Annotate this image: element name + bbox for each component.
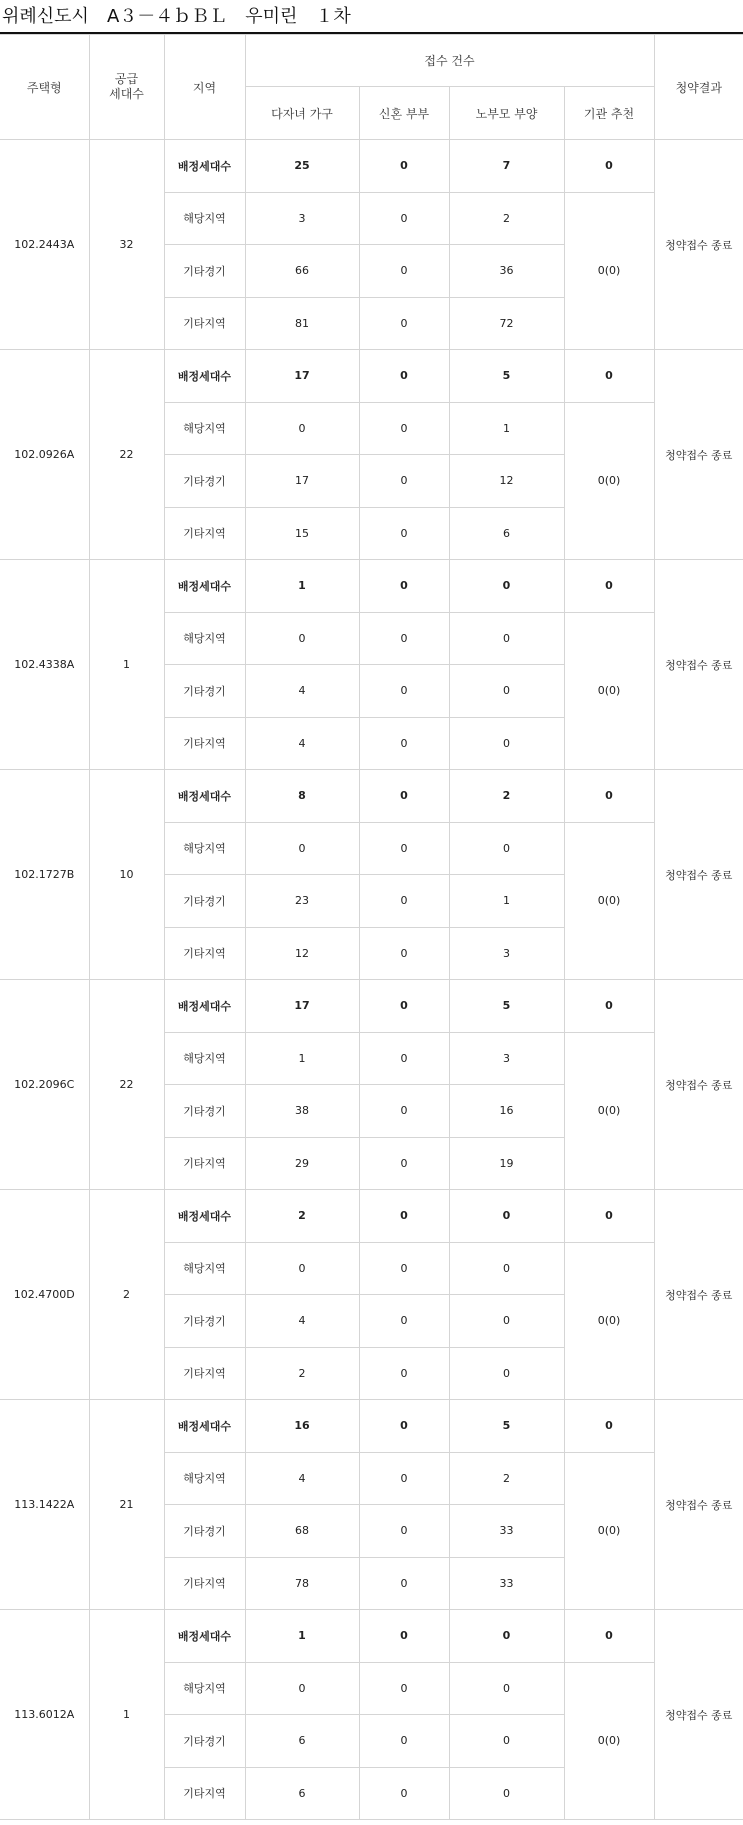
multi-child-cell: 2 <box>245 1347 359 1400</box>
elderly-parent-cell: 2 <box>449 1452 564 1505</box>
newlywed-cell: 0 <box>359 402 449 455</box>
table-row <box>0 560 743 613</box>
header-result: 청약결과 <box>654 35 743 140</box>
newlywed-cell: 0 <box>359 980 449 1033</box>
elderly-parent-cell: 0 <box>449 1610 564 1663</box>
multi-child-cell: 0 <box>245 822 359 875</box>
newlywed-cell: 0 <box>359 140 449 193</box>
elderly-parent-cell: 3 <box>449 927 564 980</box>
region-label-cell: 기타지역 <box>164 927 245 980</box>
newlywed-cell: 0 <box>359 455 449 508</box>
table-header <box>0 35 743 140</box>
newlywed-cell: 0 <box>359 1715 449 1768</box>
table-row <box>0 1400 743 1453</box>
elderly-parent-cell: 6 <box>449 507 564 560</box>
header-supply-line1: 공급 <box>114 72 139 86</box>
multi-child-cell: 68 <box>245 1505 359 1558</box>
institution-alloc-cell: 0 <box>564 140 654 193</box>
newlywed-cell: 0 <box>359 1452 449 1505</box>
newlywed-cell: 0 <box>359 350 449 403</box>
newlywed-cell: 0 <box>359 1662 449 1715</box>
region-label-cell: 기타경기 <box>164 245 245 298</box>
region-label-cell: 해당지역 <box>164 1242 245 1295</box>
multi-child-cell: 2 <box>245 1190 359 1243</box>
elderly-parent-cell: 0 <box>449 1767 564 1820</box>
elderly-parent-cell: 36 <box>449 245 564 298</box>
newlywed-cell: 0 <box>359 665 449 718</box>
result-cell: 청약접수 종료 <box>654 1610 743 1820</box>
institution-alloc-cell: 0 <box>564 980 654 1033</box>
region-label-cell: 해당지역 <box>164 192 245 245</box>
elderly-parent-cell: 0 <box>449 1347 564 1400</box>
region-label-cell: 배정세대수 <box>164 1610 245 1663</box>
supply-units-cell: 1 <box>89 560 164 770</box>
result-cell: 청약접수 종료 <box>654 560 743 770</box>
multi-child-cell: 0 <box>245 402 359 455</box>
result-cell: 청약접수 종료 <box>654 770 743 980</box>
multi-child-cell: 78 <box>245 1557 359 1610</box>
region-label-cell: 해당지역 <box>164 1662 245 1715</box>
multi-child-cell: 23 <box>245 875 359 928</box>
elderly-parent-cell: 0 <box>449 1715 564 1768</box>
institution-alloc-cell: 0 <box>564 1610 654 1663</box>
institution-received-cell: 0(0) <box>564 192 654 350</box>
region-label-cell: 배정세대수 <box>164 560 245 613</box>
table-row <box>0 1610 743 1663</box>
multi-child-cell: 29 <box>245 1137 359 1190</box>
multi-child-cell: 0 <box>245 612 359 665</box>
newlywed-cell: 0 <box>359 770 449 823</box>
elderly-parent-cell: 72 <box>449 297 564 350</box>
elderly-parent-cell: 19 <box>449 1137 564 1190</box>
region-label-cell: 기타지역 <box>164 1767 245 1820</box>
institution-received-cell: 0(0) <box>564 1452 654 1610</box>
newlywed-cell: 0 <box>359 875 449 928</box>
elderly-parent-cell: 5 <box>449 1400 564 1453</box>
region-label-cell: 배정세대수 <box>164 1190 245 1243</box>
institution-received-cell: 0(0) <box>564 1032 654 1190</box>
newlywed-cell: 0 <box>359 1085 449 1138</box>
elderly-parent-cell: 12 <box>449 455 564 508</box>
result-cell: 청약접수 종료 <box>654 1190 743 1400</box>
institution-alloc-cell: 0 <box>564 770 654 823</box>
housing-type-cell: 113.6012A <box>0 1610 89 1820</box>
elderly-parent-cell: 0 <box>449 1295 564 1348</box>
subscription-table <box>0 34 743 1820</box>
supply-units-cell: 22 <box>89 980 164 1190</box>
elderly-parent-cell: 0 <box>449 665 564 718</box>
multi-child-cell: 12 <box>245 927 359 980</box>
newlywed-cell: 0 <box>359 192 449 245</box>
elderly-parent-cell: 0 <box>449 1190 564 1243</box>
institution-received-cell: 0(0) <box>564 402 654 560</box>
newlywed-cell: 0 <box>359 1032 449 1085</box>
supply-units-cell: 2 <box>89 1190 164 1400</box>
multi-child-cell: 1 <box>245 1610 359 1663</box>
elderly-parent-cell: 0 <box>449 560 564 613</box>
region-label-cell: 기타경기 <box>164 455 245 508</box>
newlywed-cell: 0 <box>359 507 449 560</box>
housing-type-cell: 102.2443A <box>0 140 89 350</box>
institution-alloc-cell: 0 <box>564 1190 654 1243</box>
region-label-cell: 기타지역 <box>164 1557 245 1610</box>
multi-child-cell: 4 <box>245 1452 359 1505</box>
elderly-parent-cell: 0 <box>449 1242 564 1295</box>
newlywed-cell: 0 <box>359 245 449 298</box>
page-title: 위례신도시 A３－４ｂＢＬ 우미린 １차 <box>0 0 743 34</box>
header-supply-line2: 세대수 <box>109 87 144 101</box>
newlywed-cell: 0 <box>359 927 449 980</box>
multi-child-cell: 3 <box>245 192 359 245</box>
institution-alloc-cell: 0 <box>564 560 654 613</box>
newlywed-cell: 0 <box>359 1347 449 1400</box>
institution-alloc-cell: 0 <box>564 1400 654 1453</box>
header-region: 지역 <box>164 35 245 140</box>
region-label-cell: 기타지역 <box>164 507 245 560</box>
elderly-parent-cell: 3 <box>449 1032 564 1085</box>
header-elderly-parent: 노부모 부양 <box>449 87 564 140</box>
region-label-cell: 기타경기 <box>164 1505 245 1558</box>
multi-child-cell: 38 <box>245 1085 359 1138</box>
newlywed-cell: 0 <box>359 1295 449 1348</box>
multi-child-cell: 15 <box>245 507 359 560</box>
newlywed-cell: 0 <box>359 1242 449 1295</box>
multi-child-cell: 4 <box>245 717 359 770</box>
multi-child-cell: 81 <box>245 297 359 350</box>
elderly-parent-cell: 2 <box>449 770 564 823</box>
header-institution: 기관 추천 <box>564 87 654 140</box>
region-label-cell: 배정세대수 <box>164 1400 245 1453</box>
region-label-cell: 기타경기 <box>164 1295 245 1348</box>
newlywed-cell: 0 <box>359 560 449 613</box>
newlywed-cell: 0 <box>359 1190 449 1243</box>
region-label-cell: 해당지역 <box>164 402 245 455</box>
housing-type-cell: 102.4338A <box>0 560 89 770</box>
multi-child-cell: 6 <box>245 1715 359 1768</box>
elderly-parent-cell: 0 <box>449 717 564 770</box>
result-cell: 청약접수 종료 <box>654 140 743 350</box>
region-label-cell: 기타경기 <box>164 1715 245 1768</box>
housing-type-cell: 102.4700D <box>0 1190 89 1400</box>
header-housing-type: 주택형 <box>0 35 89 140</box>
multi-child-cell: 17 <box>245 350 359 403</box>
newlywed-cell: 0 <box>359 612 449 665</box>
table-row <box>0 770 743 823</box>
multi-child-cell: 1 <box>245 560 359 613</box>
header-newlywed: 신혼 부부 <box>359 87 449 140</box>
newlywed-cell: 0 <box>359 717 449 770</box>
multi-child-cell: 0 <box>245 1242 359 1295</box>
table-body <box>0 140 743 1820</box>
elderly-parent-cell: 16 <box>449 1085 564 1138</box>
multi-child-cell: 66 <box>245 245 359 298</box>
region-label-cell: 해당지역 <box>164 612 245 665</box>
multi-child-cell: 8 <box>245 770 359 823</box>
region-label-cell: 기타경기 <box>164 875 245 928</box>
region-label-cell: 기타지역 <box>164 1347 245 1400</box>
newlywed-cell: 0 <box>359 1137 449 1190</box>
elderly-parent-cell: 5 <box>449 980 564 1033</box>
region-label-cell: 배정세대수 <box>164 350 245 403</box>
region-label-cell: 해당지역 <box>164 1032 245 1085</box>
elderly-parent-cell: 0 <box>449 1662 564 1715</box>
supply-units-cell: 10 <box>89 770 164 980</box>
table-row <box>0 980 743 1033</box>
institution-alloc-cell: 0 <box>564 350 654 403</box>
table-row <box>0 350 743 403</box>
elderly-parent-cell: 33 <box>449 1505 564 1558</box>
multi-child-cell: 1 <box>245 1032 359 1085</box>
region-label-cell: 배정세대수 <box>164 980 245 1033</box>
multi-child-cell: 16 <box>245 1400 359 1453</box>
institution-received-cell: 0(0) <box>564 1242 654 1400</box>
supply-units-cell: 21 <box>89 1400 164 1610</box>
region-label-cell: 기타경기 <box>164 1085 245 1138</box>
multi-child-cell: 25 <box>245 140 359 193</box>
newlywed-cell: 0 <box>359 1610 449 1663</box>
multi-child-cell: 17 <box>245 455 359 508</box>
newlywed-cell: 0 <box>359 1557 449 1610</box>
supply-units-cell: 32 <box>89 140 164 350</box>
newlywed-cell: 0 <box>359 1400 449 1453</box>
housing-type-cell: 113.1422A <box>0 1400 89 1610</box>
institution-received-cell: 0(0) <box>564 1662 654 1820</box>
housing-type-cell: 102.2096C <box>0 980 89 1190</box>
region-label-cell: 해당지역 <box>164 822 245 875</box>
region-label-cell: 배정세대수 <box>164 770 245 823</box>
multi-child-cell: 6 <box>245 1767 359 1820</box>
region-label-cell: 배정세대수 <box>164 140 245 193</box>
result-cell: 청약접수 종료 <box>654 980 743 1190</box>
result-cell: 청약접수 종료 <box>654 350 743 560</box>
housing-type-cell: 102.1727B <box>0 770 89 980</box>
region-label-cell: 기타지역 <box>164 1137 245 1190</box>
institution-received-cell: 0(0) <box>564 822 654 980</box>
elderly-parent-cell: 7 <box>449 140 564 193</box>
multi-child-cell: 17 <box>245 980 359 1033</box>
newlywed-cell: 0 <box>359 822 449 875</box>
supply-units-cell: 22 <box>89 350 164 560</box>
elderly-parent-cell: 1 <box>449 402 564 455</box>
elderly-parent-cell: 0 <box>449 612 564 665</box>
header-supply-units <box>89 35 164 140</box>
region-label-cell: 기타경기 <box>164 665 245 718</box>
elderly-parent-cell: 1 <box>449 875 564 928</box>
newlywed-cell: 0 <box>359 1767 449 1820</box>
table-row <box>0 1190 743 1243</box>
region-label-cell: 해당지역 <box>164 1452 245 1505</box>
institution-received-cell: 0(0) <box>564 612 654 770</box>
table-row <box>0 140 743 193</box>
multi-child-cell: 4 <box>245 1295 359 1348</box>
elderly-parent-cell: 2 <box>449 192 564 245</box>
elderly-parent-cell: 33 <box>449 1557 564 1610</box>
newlywed-cell: 0 <box>359 297 449 350</box>
newlywed-cell: 0 <box>359 1505 449 1558</box>
region-label-cell: 기타지역 <box>164 717 245 770</box>
elderly-parent-cell: 5 <box>449 350 564 403</box>
header-multi-child: 다자녀 가구 <box>245 87 359 140</box>
housing-type-cell: 102.0926A <box>0 350 89 560</box>
region-label-cell: 기타지역 <box>164 297 245 350</box>
multi-child-cell: 4 <box>245 665 359 718</box>
header-received-count: 접수 건수 <box>245 35 654 87</box>
supply-units-cell: 1 <box>89 1610 164 1820</box>
result-cell: 청약접수 종료 <box>654 1400 743 1610</box>
elderly-parent-cell: 0 <box>449 822 564 875</box>
multi-child-cell: 0 <box>245 1662 359 1715</box>
